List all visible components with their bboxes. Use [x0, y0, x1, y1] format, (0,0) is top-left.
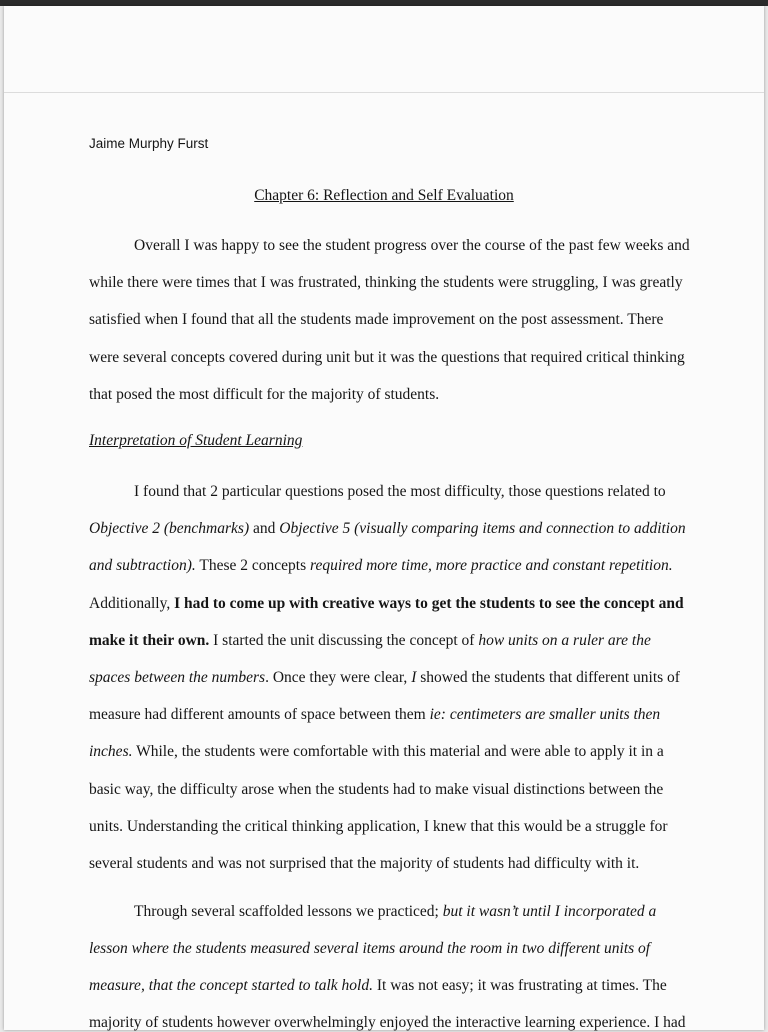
italic-span: and subtraction). — [89, 557, 196, 574]
para2-line — [89, 743, 664, 761]
italic-span: how units on a ruler are the — [478, 632, 651, 649]
text-span: Additionally, — [89, 595, 175, 612]
page-fold-line — [4, 92, 764, 93]
para2-line — [89, 595, 684, 613]
italic-span: ie: centimeters are smaller units then — [429, 706, 661, 723]
para3-line — [89, 977, 667, 995]
text-span: . Once they were clear, — [265, 669, 412, 686]
italic-span: Objective 2 (benchmarks) — [89, 520, 250, 537]
para2-line: I found that 2 particular questions posed the most difficulty, those questions related to — [134, 483, 666, 500]
para2-line — [89, 632, 651, 650]
text-span: These 2 concepts — [195, 557, 310, 574]
section-heading: Interpretation of Student Learning — [89, 432, 303, 449]
italic-span: Objective 5 (visually comparing items and connection to addition — [279, 520, 686, 537]
text-span: While, the students were comfortable with this material and were able to apply it in a — [132, 743, 664, 760]
chapter-title: Chapter 6: Reflection and Self Evaluation — [254, 187, 514, 204]
para3-line — [134, 903, 656, 921]
para2-line — [89, 669, 680, 687]
text-span: showed the students that different units of — [416, 669, 680, 686]
italic-span: I — [411, 669, 417, 686]
para2-line — [89, 706, 660, 724]
para1-line: were several concepts covered during unit but it was the questions that required critical thinking — [89, 349, 685, 366]
para2-line — [89, 520, 686, 538]
italic-span: inches. — [89, 743, 133, 760]
text-span: Through several scaffolded lessons we practiced; — [134, 903, 443, 920]
para2-line: several students and was not surprised that the majority of students had difficulty with it. — [89, 855, 640, 872]
para3-line: lesson where the students measured several items around the room in two different units of — [89, 940, 651, 957]
italic-span: but it wasn’t until I incorporated a — [442, 903, 657, 920]
para3-line: majority of students however overwhelmingly enjoyed the interactive learning experience. I had — [89, 1014, 686, 1031]
text-span: I started the unit discussing the concept of — [209, 632, 479, 649]
document-page — [4, 6, 764, 1030]
text-span: measure had different amounts of space between them — [89, 706, 430, 723]
para1-line: while there were times that I was frustrated, thinking the students were struggling, I was greatly — [89, 274, 683, 291]
italic-span: required more time, more practice and constant repetition. — [310, 557, 673, 574]
italic-span: spaces between the numbers — [89, 669, 266, 686]
para2-line: units. Understanding the critical thinking application, I knew that this would be a struggle for — [89, 818, 668, 835]
text-span: It was not easy; it was frustrating at times. The — [372, 977, 667, 994]
italic-span: measure, that the concept started to talk hold. — [89, 977, 373, 994]
para2-line: basic way, the difficulty arose when the students had to make visual distinctions between the — [89, 781, 664, 798]
bold-span: I had to come up with creative ways to get the students to see the concept and — [174, 595, 684, 612]
bold-span: make it their own. — [89, 632, 210, 649]
text-span: and — [249, 520, 280, 537]
para1-line: Overall I was happy to see the student progress over the course of the past few weeks and — [134, 237, 690, 254]
para1-line: satisfied when I found that all the students made improvement on the post assessment. There — [89, 311, 664, 328]
para2-line — [89, 557, 673, 575]
author-name: Jaime Murphy Furst — [89, 136, 209, 151]
para1-line: that posed the most difficult for the majority of students. — [89, 386, 440, 403]
